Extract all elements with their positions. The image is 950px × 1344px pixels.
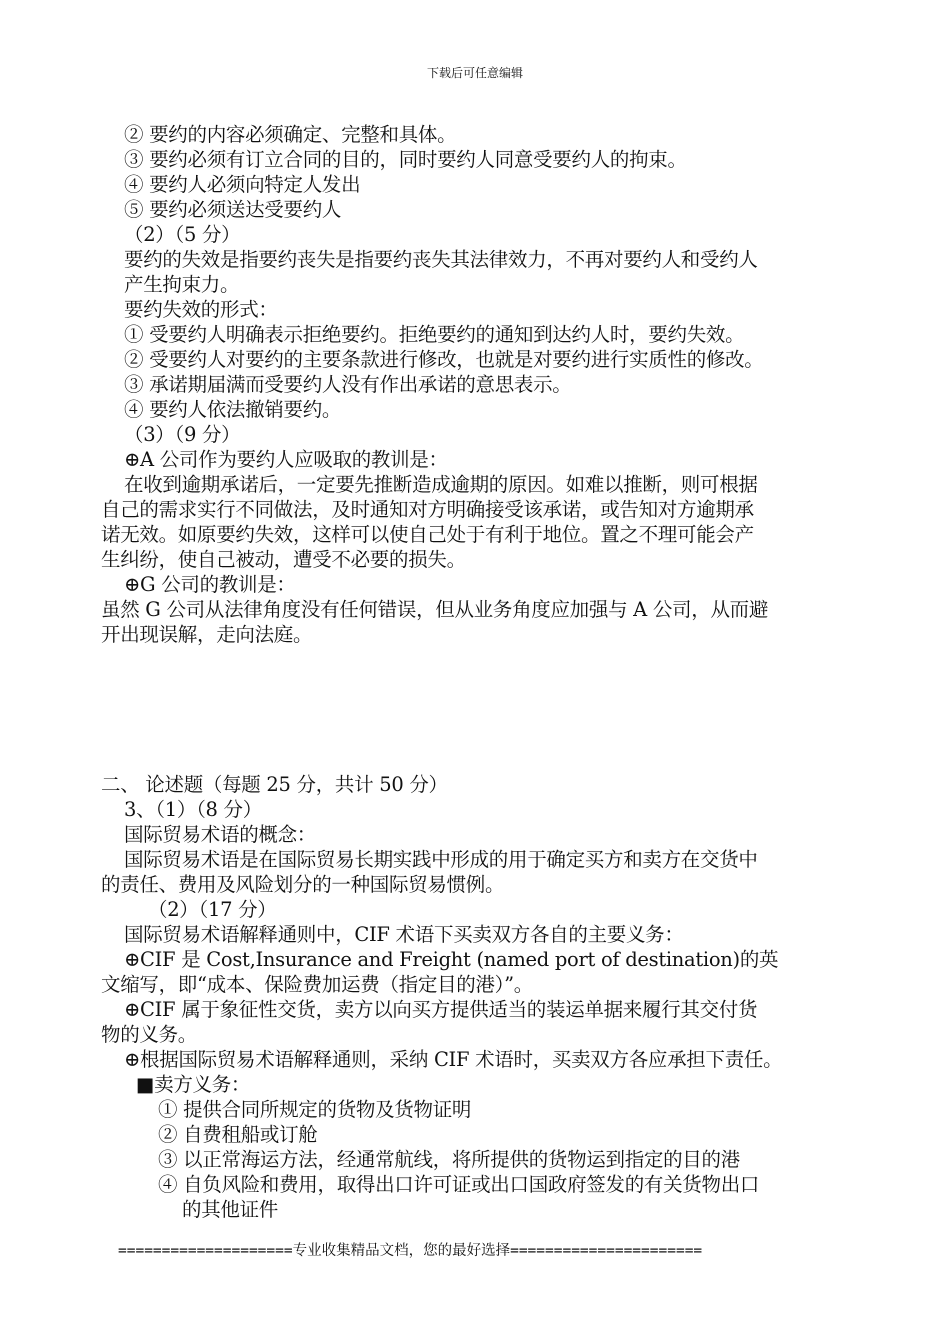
text-line: ⑤ 要约必须送达受要约人 [124, 198, 342, 221]
text-line: 要约的失效是指要约丧失是指要约丧失其法律效力，不再对要约人和受约人 [124, 248, 758, 271]
text-line: 国际贸易术语是在国际贸易长期实践中形成的用于确定买方和卖方在交货中 [124, 848, 758, 871]
list-item: 的其他证件 [182, 1198, 279, 1221]
text-line: 在收到逾期承诺后，一定要先推断造成逾期的原因。如难以推断，则可根据 [124, 473, 758, 496]
list-item: ② 自费租船或订舱 [158, 1123, 318, 1146]
text-line: ② 要约的内容必须确定、完整和具体。 [124, 123, 457, 146]
page-header: 下载后可任意编辑 [426, 66, 523, 80]
text-line: 生纠纷，使自己被动，遭受不必要的损失。 [101, 548, 466, 571]
text-line: 国际贸易术语的概念： [124, 823, 317, 846]
list-item: ④ 自负风险和费用，取得出口许可证或出口国政府签发的有关货物出口 [158, 1173, 760, 1196]
text-line: ③ 要约必须有订立合同的目的，同时要约人同意受要约人的拘束。 [124, 148, 687, 171]
text-line: ④ 要约人必须向特定人发出 [124, 173, 361, 196]
text-line: ④ 要约人依法撤销要约。 [124, 398, 342, 421]
text-line: 诺无效。如原要约失效，这样可以使自己处于有利于地位。置之不理可能会产 [101, 523, 754, 546]
text-line: 开出现误解，走向法庭。 [101, 623, 313, 646]
text-line: 虽然 G 公司从法律角度没有任何错误，但从业务角度应加强与 A 公司，从而避 [101, 598, 769, 621]
section-heading: 二、 论述题（每题 25 分，共计 50 分） [101, 773, 448, 796]
list-item: ① 提供合同所规定的货物及货物证明 [158, 1098, 472, 1121]
text-line: ⊕G 公司的教训是： [124, 573, 296, 596]
text-line: 物的义务。 [101, 1023, 198, 1046]
text-line: 3、（1）（8 分） [124, 798, 262, 821]
text-line: ■卖方义务： [136, 1073, 251, 1096]
text-line: ⊕CIF 属于象征性交货，卖方以向买方提供适当的装运单据来履行其交付货 [124, 998, 758, 1021]
text-line: 国际贸易术语解释通则中，CIF 术语下买卖双方各自的主要义务： [124, 923, 684, 946]
text-line: （2）（17 分） [148, 898, 277, 921]
text-line: ⊕根据国际贸易术语解释通则，采纳 CIF 术语时，买卖双方各应承担下责任。 [124, 1048, 783, 1071]
text-line: 的责任、费用及风险划分的一种国际贸易惯例。 [101, 873, 505, 896]
list-item: ③ 以正常海运方法，经通常航线，将所提供的货物运到指定的目的港 [158, 1148, 740, 1171]
text-line: （3）（9 分） [124, 423, 241, 446]
text-line: 文缩写，即“成本、保险费加运费（指定目的港）”。 [101, 973, 533, 996]
page-footer: ====================专业收集精品文档，您的最好选择====================== [118, 1243, 703, 1259]
text-line: 产生拘束力。 [124, 273, 240, 296]
text-line: （2）（5 分） [124, 223, 241, 246]
text-line: ② 受要约人对要约的主要条款进行修改，也就是对要约进行实质性的修改。 [124, 348, 764, 371]
text-line: ⊕CIF 是 Cost,Insurance and Freight (named port of destination)的英 [124, 948, 779, 971]
text-line: 要约失效的形式： [124, 298, 278, 321]
text-line: 自己的需求实行不同做法，及时通知对方明确接受该承诺，或告知对方逾期承 [101, 498, 754, 521]
text-line: ① 受要约人明确表示拒绝要约。拒绝要约的通知到达约人时，要约失效。 [124, 323, 745, 346]
text-line: ⊕A 公司作为要约人应吸取的教训是： [124, 448, 448, 471]
text-line: ③ 承诺期届满而受要约人没有作出承诺的意思表示。 [124, 373, 572, 396]
